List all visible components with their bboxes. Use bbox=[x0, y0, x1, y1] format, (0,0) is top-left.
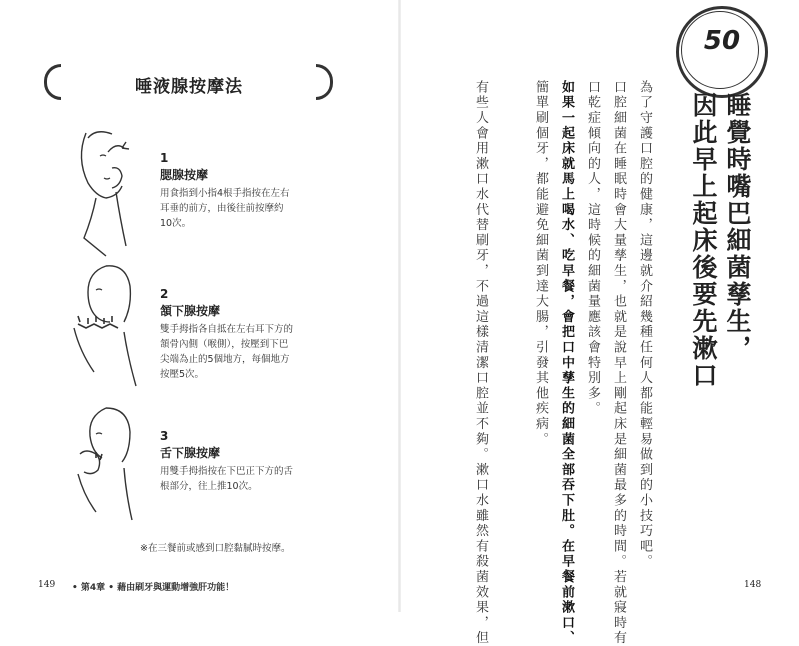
body-column: 口腔細菌在睡眠時會大量孳生，也就是說早上剛起床是細菌最多的時間。若就寢時有 bbox=[611, 80, 626, 646]
step-name: 頷下腺按摩 bbox=[160, 304, 221, 318]
article-title-line-1: 睡覺時嘴巴細菌孳生， bbox=[723, 92, 752, 362]
footnote: ※在三餐前或感到口腔黏膩時按摩。 bbox=[140, 543, 291, 554]
step-name: 腮腺按摩 bbox=[160, 168, 209, 182]
step-number: 2 bbox=[160, 287, 169, 301]
step-description bbox=[160, 186, 310, 231]
submandibular-massage-illustration bbox=[66, 262, 146, 392]
page-number-right: 148 bbox=[744, 580, 762, 590]
body-column: 為了守護口腔的健康，這邊就介紹幾種任何人都能輕易做到的小技巧吧。 bbox=[637, 80, 652, 570]
step-number: 1 bbox=[160, 151, 169, 165]
parotid-massage-illustration bbox=[66, 128, 146, 258]
section-title: 唾液腺按摩法 bbox=[135, 77, 243, 97]
page-gutter bbox=[398, 0, 401, 612]
step-sublingual bbox=[160, 428, 310, 494]
desc-line: 按壓5次。 bbox=[160, 369, 205, 380]
body-column: 有些人會用漱口水代替刷牙，不過這樣清潔口腔並不夠。漱口水雖然有殺菌效果，但 bbox=[473, 80, 488, 646]
desc-line: 耳垂的前方，由後往前按摩約 bbox=[160, 203, 284, 214]
step-number: 3 bbox=[160, 429, 169, 443]
step-submandibular bbox=[160, 286, 310, 382]
step-description bbox=[160, 464, 310, 494]
step-description bbox=[160, 322, 310, 382]
body-column: 口乾症傾向的人，這時候的細菌量應該會特別多。 bbox=[585, 80, 600, 417]
title-bracket-right bbox=[316, 64, 333, 100]
step-name: 舌下腺按摩 bbox=[160, 446, 221, 460]
desc-line: 用雙手拇指按在下巴正下方的舌 bbox=[160, 466, 294, 477]
article-title-line-2: 因此早上起床後要先漱口 bbox=[689, 92, 718, 389]
desc-line: 尖端為止的5個地方，每個地方 bbox=[160, 354, 290, 365]
desc-line: 10次。 bbox=[160, 218, 192, 229]
title-bracket-left bbox=[44, 64, 61, 100]
desc-line: 根部分，往上推10次。 bbox=[160, 481, 258, 492]
topic-number: 50 bbox=[703, 26, 741, 56]
desc-line: 雙手拇指各自抵在左右耳下方的 bbox=[160, 324, 294, 335]
page-number-left: 149 bbox=[38, 580, 56, 590]
sublingual-massage-illustration bbox=[66, 404, 146, 524]
body-column: 簡單刷個牙，都能避免細菌到達大腸，引發其他疾病。 bbox=[533, 80, 548, 448]
desc-line: 頷骨內側（喉側），按壓到下巴 bbox=[160, 339, 289, 350]
desc-line: 用食指到小指4根手指按在左右 bbox=[160, 188, 290, 199]
body-column-bold: 如果一起床就馬上喝水、吃早餐，會把口中孳生的細菌全部吞下肚。在早餐前漱口、 bbox=[559, 80, 574, 646]
step-parotid bbox=[160, 150, 310, 231]
running-head: • 第4章 • 藉由刷牙與運動增強肝功能！ bbox=[72, 583, 235, 593]
